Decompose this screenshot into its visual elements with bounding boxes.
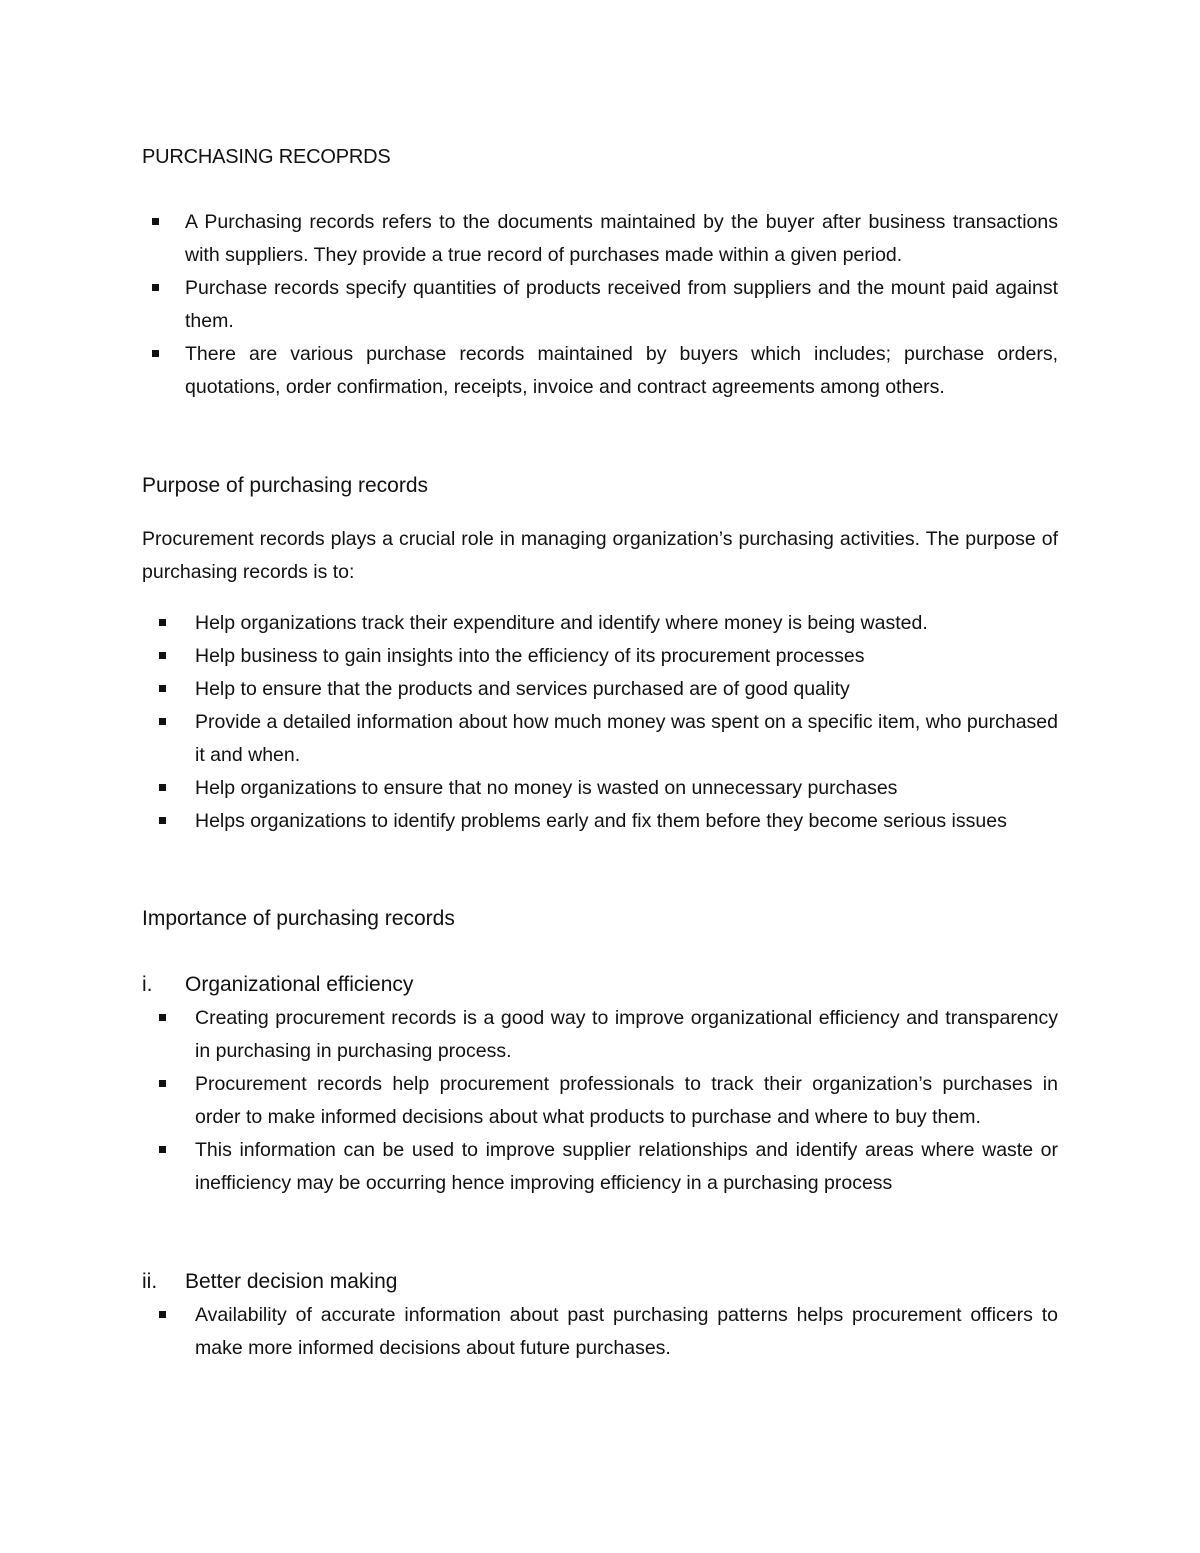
document-title: PURCHASING RECOPRDS — [142, 146, 391, 168]
section-heading-better-decision-making — [142, 1267, 397, 1297]
list-item: Purchase records specify quantities of products received from suppliers and the mount paid against them. — [185, 272, 1058, 338]
purpose-paragraph: Procurement records plays a crucial role in managing organization’s purchasing activities. The purpose of purchasing records is to: — [142, 528, 1058, 583]
square-bullet-icon — [152, 284, 159, 291]
list-item: Availability of accurate information about past purchasing patterns helps procurement officers to make more informed decisions about future purchases. — [195, 1299, 1058, 1365]
square-bullet-icon — [159, 817, 166, 824]
intro-bullet-list — [185, 206, 1058, 404]
list-item: There are various purchase records maintained by buyers which includes; purchase orders, quotations, order confirmation, receipts, invoice and contract agreements among others. — [185, 338, 1058, 404]
square-bullet-icon — [159, 652, 166, 659]
list-item: Help business to gain insights into the efficiency of its procurement processes — [195, 640, 1058, 673]
importance-heading: Importance of purchasing records — [142, 907, 455, 930]
list-item: A Purchasing records refers to the documents maintained by the buyer after business transactions with suppliers. They provide a true record of purchases made within a given period. — [185, 206, 1058, 272]
list-item: Help to ensure that the products and services purchased are of good quality — [195, 673, 1058, 706]
better-decision-making-bullet-list — [195, 1299, 1058, 1365]
square-bullet-icon — [159, 1146, 166, 1153]
square-bullet-icon — [159, 1014, 166, 1021]
purpose-bullet-list — [195, 607, 1058, 838]
square-bullet-icon — [152, 350, 159, 357]
section-title: Better decision making — [185, 1270, 398, 1293]
square-bullet-icon — [159, 1311, 166, 1318]
square-bullet-icon — [159, 784, 166, 791]
list-item: Helps organizations to identify problems early and fix them before they become serious issues — [195, 805, 1058, 838]
organizational-efficiency-bullet-list — [195, 1002, 1058, 1200]
square-bullet-icon — [152, 218, 159, 225]
list-item: Creating procurement records is a good way to improve organizational efficiency and transparency in purchasing in purchasing process. — [195, 1002, 1058, 1068]
section-number: ii. — [142, 1270, 158, 1293]
square-bullet-icon — [159, 619, 166, 626]
list-item: Help organizations track their expenditure and identify where money is being wasted. — [195, 607, 1058, 640]
list-item: Procurement records help procurement professionals to track their organization’s purchases in order to make informed decisions about what products to purchase and where to buy them. — [195, 1068, 1058, 1134]
section-heading-organizational-efficiency — [142, 970, 413, 1000]
list-item: Help organizations to ensure that no money is wasted on unnecessary purchases — [195, 772, 1058, 805]
square-bullet-icon — [159, 718, 166, 725]
list-item: This information can be used to improve supplier relationships and identify areas where waste or inefficiency may be occurring hence improving efficiency in a purchasing process — [195, 1134, 1058, 1200]
section-title: Organizational efficiency — [185, 973, 414, 996]
list-item: Provide a detailed information about how much money was spent on a specific item, who purchased it and when. — [195, 706, 1058, 772]
square-bullet-icon — [159, 1080, 166, 1087]
square-bullet-icon — [159, 685, 166, 692]
purpose-heading: Purpose of purchasing records — [142, 474, 428, 497]
section-number: i. — [142, 973, 153, 996]
